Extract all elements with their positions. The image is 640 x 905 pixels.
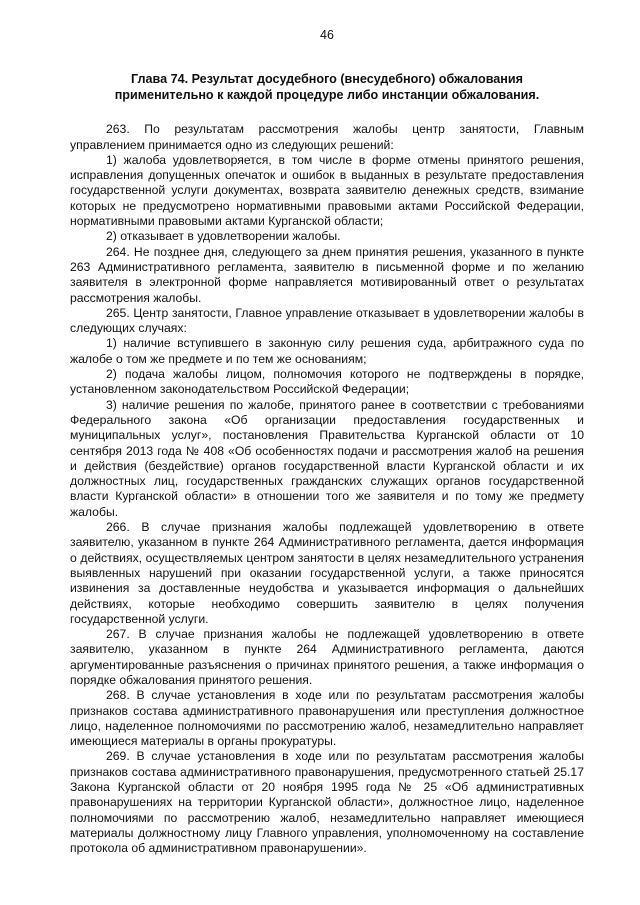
paragraph-265-item-2: 2) подача жалобы лицом, полномочия которого не подтверждены в порядке, установленном законодательством Российской Федерации;: [70, 367, 584, 397]
document-body: [70, 122, 584, 856]
paragraph-269: 269. В случае установления в ходе или по результатам рассмотрения жалобы признаков состава административного правонарушения, предусмотренного статьей 25.17 Закона Курганской области от 20 ноября 1995 года № 25 «Об административных правонарушениях на территории Курганской области», должностное лицо, наделенное полномочиями по рассмотрению жалоб, незамедлительно направляет имеющиеся материалы должностному лицу Главного управления, уполномоченному на составление протокола об административном правонарушении».: [70, 749, 584, 856]
paragraph-263-item-1: 1) жалоба удовлетворяется, в том числе в форме отмены принятого решения, исправления допущенных опечаток и ошибок в выданных в результате предоставления государственной услуги документах, возврата заявителю денежных средств, взимание которых не предусмотрено нормативными правовыми актами Российской Федерации, нормативными правовыми актами Курганской области;: [70, 152, 584, 229]
paragraph-263: 263. По результатам рассмотрения жалобы центр занятости, Главным управлением принимается одно из следующих решений:: [70, 122, 584, 152]
paragraph-263-item-2: 2) отказывает в удовлетворении жалобы.: [106, 229, 341, 244]
paragraph-265-item-1: 1) наличие вступившего в законную силу решения суда, арбитражного суда по жалобе о том же предмете и по тем же основаниям;: [70, 336, 584, 366]
paragraph-264: 264. Не позднее дня, следующего за днем принятия решения, указанного в пункте 263 Административного регламента, заявителю в письменной форме и по желанию заявителя в электронной форме направляется мотивированный ответ о результатах рассмотрения жалобы.: [70, 244, 584, 305]
paragraph-268: 268. В случае установления в ходе или по результатам рассмотрения жалобы признаков состава административного правонарушения или преступления должностное лицо, наделенное полномочиями по рассмотрению жалоб, незамедлительно направляет имеющиеся материалы в органы прокуратуры.: [70, 688, 584, 749]
chapter-title-line-1: Глава 74. Результат досудебного (внесудебного) обжалования: [131, 72, 523, 87]
chapter-title: [70, 72, 584, 103]
paragraph-265-item-3: 3) наличие решения по жалобе, принятого ранее в соответствии с требованиями Федерального закона «Об организации предоставления государственных и муниципальных услуг», постановления Правительства Курганской области от 10 сентября 2013 года № 408 «Об особенностях подачи и рассмотрения жалоб на решения и действия (бездействие) органов государственной власти Курганской области и их должностных лиц, государственных гражданских служащих органов государственной власти Курганской области» в отношении того же заявителя и по тому же предмету жалобы.: [70, 397, 584, 519]
paragraph-267: 267. В случае признания жалобы не подлежащей удовлетворению в ответе заявителю, указанном в пункте 264 Административного регламента, даются аргументированные разъяснения о причинах принятого решения, а также информация о порядке обжалования принятого решения.: [70, 627, 584, 687]
paragraph-266: 266. В случае признания жалобы подлежащей удовлетворению в ответе заявителю, указанном в пункте 264 Административного регламента, дается информация о действиях, осуществляемых центром занятости в целях незамедлительного устранения выявленных нарушений при оказании государственной услуги, а также приносятся извинения за доставленные неудобства и указывается информация о дальнейших действиях, которые необходимо совершить заявителю в целях получения государственной услуги.: [70, 520, 584, 626]
paragraph-265: 265. Центр занятости, Главное управление отказывает в удовлетворении жалобы в следующих случаях:: [70, 305, 584, 336]
page-number: 46: [320, 28, 334, 42]
chapter-title-line-2: применительно к каждой процедуре либо инстанции обжалования.: [114, 87, 540, 102]
